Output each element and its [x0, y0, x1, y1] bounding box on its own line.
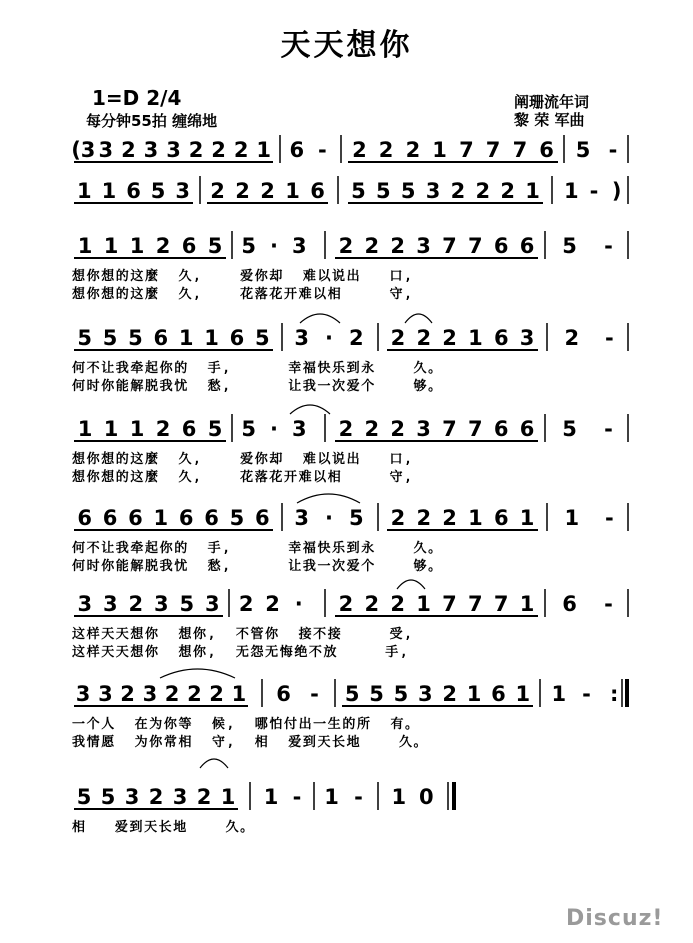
note-symbol: 1: [551, 682, 567, 706]
lyric-line: 想你想的这麼 久, 花落花开难以相 守,: [72, 470, 414, 485]
note-symbol: 6: [310, 179, 325, 203]
note-symbol: 2: [352, 138, 367, 162]
note-symbol: 5: [102, 326, 118, 350]
note-symbol: 3: [416, 417, 431, 441]
lyric-line: 何时你能解脱我忧 愁, 让我一次爱个 够。: [72, 559, 443, 574]
slur-arc: [300, 314, 340, 323]
song-title: 天天想你: [280, 28, 413, 63]
note-symbol: 7: [493, 592, 509, 616]
note-symbol: 3: [143, 138, 159, 162]
note-symbol: -: [608, 138, 618, 162]
note-symbol: 1: [101, 179, 117, 203]
note-symbol: 1: [519, 506, 535, 530]
note-symbol: 1: [564, 506, 580, 530]
note-symbol: 3: [166, 138, 181, 162]
note-symbol: 6: [519, 234, 535, 258]
note-symbol: 1: [263, 785, 279, 809]
note-symbol: -: [292, 785, 302, 809]
note-symbol: 1: [77, 417, 93, 441]
note-symbol: 5: [369, 682, 384, 706]
note-symbol: 2: [260, 179, 275, 203]
note-symbol: 6: [491, 682, 506, 706]
lyric-line: 想你想的这麼 久, 花落花开难以相 守,: [72, 287, 414, 302]
note-symbol: 5: [400, 179, 416, 203]
note-symbol: 2: [188, 138, 204, 162]
note-symbol: 2: [364, 592, 380, 616]
note-symbol: 6: [178, 506, 194, 530]
note-symbol: 5: [393, 682, 409, 706]
note-symbol: 5: [375, 179, 391, 203]
note-symbol: 1: [103, 417, 119, 441]
note-symbol: 6: [181, 417, 197, 441]
note-symbol: 1: [153, 506, 169, 530]
note-symbol: -: [354, 785, 363, 809]
note-symbol: ·: [325, 506, 333, 530]
note-symbol: 5: [150, 179, 166, 203]
note-symbol: 2: [442, 506, 457, 530]
note-symbol: 3: [417, 682, 433, 706]
note-symbol: -: [604, 326, 614, 350]
note-symbol: -: [604, 417, 613, 441]
note-symbol: 7: [467, 234, 483, 258]
note-symbol: 2: [475, 179, 491, 203]
note-symbol: 1: [256, 138, 272, 162]
note-symbol: 5: [344, 682, 360, 706]
note-symbol: 2: [155, 417, 171, 441]
note-symbol: 2: [233, 138, 249, 162]
note-symbol: 1: [204, 326, 219, 350]
note-symbol: 2: [348, 326, 364, 350]
note-symbol: 1: [178, 326, 194, 350]
note-symbol: 1: [519, 592, 535, 616]
note-symbol: -: [604, 506, 614, 530]
note-symbol: (3: [71, 138, 96, 162]
note-symbol: -: [317, 138, 327, 162]
note-symbol: 7: [442, 234, 457, 258]
note-symbol: 3: [416, 234, 431, 258]
note-symbol: 1: [432, 138, 447, 162]
note-symbol: 2: [416, 506, 432, 530]
note-symbol: 2: [416, 326, 432, 350]
slur-arc: [405, 314, 432, 323]
note-symbol: 6: [519, 417, 535, 441]
note-symbol: :: [609, 682, 619, 706]
slur-arc: [297, 494, 360, 503]
note-symbol: 3: [175, 179, 191, 203]
note-symbol: 2: [405, 138, 421, 162]
note-symbol: 3: [291, 417, 307, 441]
note-symbol: ·: [270, 234, 278, 258]
note-symbol: 5: [100, 785, 116, 809]
note-symbol: 5: [562, 417, 577, 441]
note-symbol: 7: [459, 138, 474, 162]
note-symbol: 3: [124, 785, 140, 809]
note-symbol: ·: [294, 592, 303, 616]
note-symbol: 2: [211, 138, 226, 162]
note-symbol: 2: [265, 592, 280, 616]
note-symbol: 5: [575, 138, 591, 162]
note-symbol: 6: [562, 592, 577, 616]
note-symbol: 3: [75, 682, 91, 706]
watermark: Discuz!: [566, 906, 664, 931]
note-symbol: 2: [390, 326, 406, 350]
note-symbol: 2: [338, 417, 354, 441]
note-symbol: 2: [196, 785, 212, 809]
lyric-line: 何不让我牵起你的 手, 幸福快乐到永 久。: [72, 541, 443, 556]
note-symbol: 1: [563, 179, 579, 203]
note-symbol: 6: [276, 682, 291, 706]
note-symbol: 2: [390, 234, 406, 258]
note-symbol: 6: [493, 506, 509, 530]
note-symbol: 2: [120, 682, 135, 706]
note-symbol: 7: [442, 417, 457, 441]
note-symbol: 6: [289, 138, 305, 162]
note-symbol: 6: [126, 179, 141, 203]
note-symbol: 2: [187, 682, 202, 706]
note-symbol: 6: [493, 234, 509, 258]
note-symbol: 1: [525, 179, 540, 203]
note-symbol: 3: [142, 682, 158, 706]
note-symbol: 2: [442, 682, 458, 706]
note-symbol: 2: [364, 417, 380, 441]
note-symbol: 2: [121, 138, 136, 162]
note-symbol: -: [604, 592, 613, 616]
slur-arc: [160, 669, 235, 678]
note-symbol: 3: [294, 506, 310, 530]
slur-arc: [397, 580, 425, 589]
note-symbol: 2: [155, 234, 171, 258]
note-symbol: 5: [241, 417, 257, 441]
note-symbol: 6: [493, 417, 509, 441]
note-symbol: 2: [390, 506, 406, 530]
note-symbol: 1: [468, 326, 483, 350]
note-symbol: 2: [450, 179, 466, 203]
note-symbol: 1: [391, 785, 407, 809]
note-symbol: 2: [148, 785, 164, 809]
note-symbol: 5: [77, 326, 93, 350]
note-symbol: 5: [179, 592, 195, 616]
note-symbol: ): [611, 179, 622, 203]
lyricist-credit: 阐珊流年词: [514, 93, 590, 111]
note-symbol: 2: [164, 682, 180, 706]
note-symbol: 6: [254, 506, 270, 530]
note-symbol: 2: [500, 179, 516, 203]
note-symbol: 6: [229, 326, 245, 350]
lyric-line: 何时你能解脱我忧 愁, 让我一次爱个 够。: [72, 379, 443, 394]
note-symbol: 2: [390, 417, 406, 441]
note-symbol: 7: [467, 417, 483, 441]
composer-credit: 黎 荣 军曲: [514, 111, 585, 129]
note-symbol: 6: [77, 506, 93, 530]
slur-arc: [290, 405, 330, 414]
note-symbol: -: [582, 682, 591, 706]
lyric-line: 何不让我牵起你的 手, 幸福快乐到永 久。: [72, 361, 443, 376]
lyric-line: 一个人 在为你等 候, 哪怕付出一生的所 有。: [72, 717, 420, 732]
key-signature: 1=D 2/4: [92, 86, 182, 110]
note-symbol: 6: [128, 506, 143, 530]
lyric-line: 想你想的这麼 久, 爱你却 难以说出 口,: [72, 269, 414, 284]
note-symbol: 3: [425, 179, 441, 203]
note-symbol: 2: [338, 592, 354, 616]
note-symbol: 6: [539, 138, 554, 162]
note-symbol: 1: [466, 682, 482, 706]
note-symbol: 6: [102, 506, 118, 530]
note-symbol: 7: [467, 592, 483, 616]
note-symbol: 1: [220, 785, 236, 809]
note-symbol: 7: [512, 138, 528, 162]
note-symbol: 6: [153, 326, 169, 350]
lyric-line: 想你想的这麼 久, 爱你却 难以说出 口,: [72, 452, 414, 467]
note-symbol: 6: [181, 234, 197, 258]
note-symbol: 1: [468, 506, 483, 530]
note-symbol: 3: [519, 326, 535, 350]
note-symbol: 1: [416, 592, 431, 616]
lyric-line: 这样天天想你 想你, 无怨无悔绝不放 手,: [72, 645, 410, 660]
note-symbol: 5: [229, 506, 245, 530]
note-symbol: 5: [241, 234, 257, 258]
lyric-line: 相 爱到天长地 久。: [72, 820, 255, 835]
note-symbol: 2: [235, 179, 250, 203]
note-symbol: 3: [294, 326, 310, 350]
note-symbol: 2: [564, 326, 580, 350]
note-symbol: 5: [254, 326, 270, 350]
note-symbol: 5: [207, 417, 223, 441]
note-symbol: 5: [207, 234, 223, 258]
note-symbol: ·: [270, 417, 278, 441]
note-symbol: 0: [418, 785, 434, 809]
note-symbol: 2: [364, 234, 380, 258]
note-symbol: 3: [204, 592, 220, 616]
lyric-line: 这样天天想你 想你, 不管你 接不接 受,: [72, 627, 414, 642]
note-symbol: -: [310, 682, 319, 706]
note-symbol: 6: [204, 506, 219, 530]
note-symbol: 3: [153, 592, 169, 616]
note-symbol: 1: [324, 785, 339, 809]
note-symbol: -: [589, 179, 599, 203]
note-symbol: 3: [291, 234, 307, 258]
note-symbol: 5: [76, 785, 92, 809]
note-symbol: 5: [562, 234, 577, 258]
note-symbol: 2: [238, 592, 254, 616]
note-symbol: 5: [348, 506, 364, 530]
note-symbol: 1: [515, 682, 531, 706]
note-symbol: ·: [325, 326, 333, 350]
note-symbol: 5: [128, 326, 143, 350]
note-symbol: 2: [390, 592, 406, 616]
note-symbol: 3: [102, 592, 118, 616]
note-symbol: 2: [378, 138, 394, 162]
note-symbol: 1: [129, 234, 145, 258]
note-symbol: 2: [128, 592, 144, 616]
note-symbol: 1: [77, 234, 93, 258]
tempo-marking: 每分钟55拍 缠绵地: [86, 112, 218, 130]
note-symbol: 3: [172, 785, 188, 809]
note-symbol: 1: [103, 234, 119, 258]
note-symbol: 1: [285, 179, 300, 203]
note-symbol: 3: [98, 682, 113, 706]
note-symbol: 1: [231, 682, 247, 706]
note-symbol: 2: [338, 234, 354, 258]
note-symbol: 7: [442, 592, 457, 616]
lyric-line: 我情愿 为你常相 守, 相 爱到天长地 久。: [72, 735, 429, 750]
note-symbol: 2: [210, 179, 225, 203]
note-symbol: 3: [77, 592, 93, 616]
note-symbol: 2: [209, 682, 224, 706]
note-symbol: 2: [442, 326, 457, 350]
slur-arc: [200, 759, 228, 768]
note-symbol: 1: [129, 417, 145, 441]
note-symbol: 1: [76, 179, 92, 203]
note-symbol: -: [604, 234, 613, 258]
note-symbol: 5: [351, 179, 366, 203]
note-symbol: 6: [493, 326, 509, 350]
note-symbol: 3: [98, 138, 114, 162]
note-symbol: 7: [485, 138, 501, 162]
